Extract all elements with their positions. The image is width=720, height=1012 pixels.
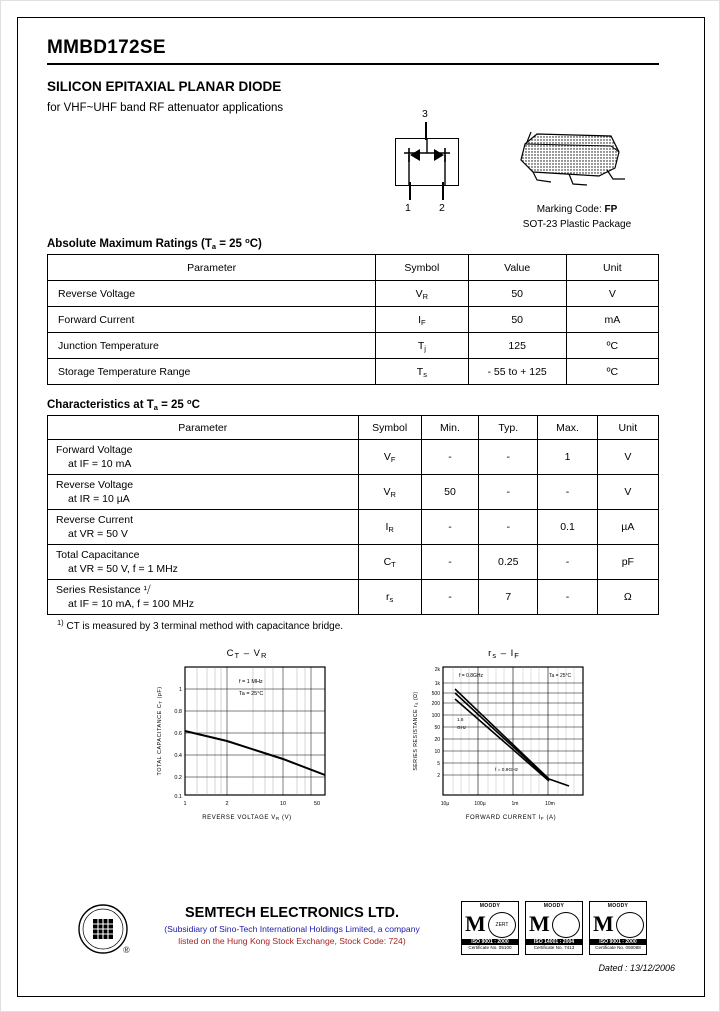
symbol-main: V xyxy=(415,287,423,300)
cert-number: Certificate No. 050088 xyxy=(595,945,641,950)
table-footnote xyxy=(47,618,675,632)
cell-unit: V xyxy=(597,475,658,510)
cell-parameter: Forward Current xyxy=(48,307,376,333)
svg-text:FORWARD CURRENT IF (A): FORWARD CURRENT IF (A) xyxy=(465,815,557,821)
cert-mark xyxy=(552,912,580,938)
symbol-lead-3 xyxy=(425,122,427,140)
param-line2: at VR = 50 V xyxy=(68,528,128,540)
part-number: MMBD172SE xyxy=(47,37,166,58)
cell-symbol xyxy=(358,475,421,510)
symbol-sub: R xyxy=(422,291,429,301)
table-header-row xyxy=(48,255,659,281)
certification-badge-3 xyxy=(589,901,647,955)
cell-value: - 55 to + 125 xyxy=(468,359,566,385)
col-symbol: Symbol xyxy=(376,255,468,281)
characteristics-table xyxy=(47,415,659,615)
param-line2: at VR = 50 V, f = 1 MHz xyxy=(68,563,178,575)
page-content xyxy=(47,37,675,838)
pin-label-3: 3 xyxy=(422,108,428,120)
cell-unit: ºC xyxy=(566,359,658,385)
table-row xyxy=(48,307,659,333)
cert-org: MOODY xyxy=(543,903,565,909)
col-value: Value xyxy=(468,255,566,281)
cell-symbol xyxy=(358,545,421,580)
header-rule xyxy=(47,63,659,65)
symbol-lead-2 xyxy=(442,182,444,200)
param-line1: Series Resistance ¹⧸ xyxy=(56,584,151,596)
symbol-sub: F xyxy=(390,455,396,464)
absolute-maximum-ratings-table xyxy=(47,254,659,385)
svg-text:10: 10 xyxy=(434,749,440,755)
footnote-text: CT is measured by 3 terminal method with capacitance bridge. xyxy=(66,621,344,632)
table-row xyxy=(48,281,659,307)
cell-parameter xyxy=(48,440,359,475)
cell-max: - xyxy=(538,545,597,580)
certification-badge-2 xyxy=(525,901,583,955)
graph-rs-if-plot xyxy=(399,659,609,829)
marking-code-line xyxy=(487,202,667,217)
graphs-area xyxy=(47,648,675,838)
svg-text:0.4: 0.4 xyxy=(174,753,182,759)
svg-text:100: 100 xyxy=(431,713,440,719)
param-line1: Reverse Voltage xyxy=(56,479,134,491)
cell-min: - xyxy=(421,580,478,615)
svg-text:Ta = 25°C: Ta = 25°C xyxy=(239,691,264,697)
table-row xyxy=(48,440,659,475)
cell-parameter xyxy=(48,580,359,615)
svg-text:TOTAL CAPACITANCE CT (pF): TOTAL CAPACITANCE CT (pF) xyxy=(157,686,163,776)
svg-text:2: 2 xyxy=(225,801,229,807)
svg-text:f = 1 MHz: f = 1 MHz xyxy=(239,679,263,685)
svg-text:5: 5 xyxy=(437,761,440,767)
svg-text:50: 50 xyxy=(313,801,321,807)
table-header-row xyxy=(48,416,659,440)
cell-parameter: Junction Temperature xyxy=(48,333,376,359)
package-illustration xyxy=(507,124,632,196)
pin-label-2: 2 xyxy=(439,202,445,214)
graph-rs-if xyxy=(399,648,609,834)
marking-code-value: FP xyxy=(604,204,618,215)
cell-symbol xyxy=(376,281,468,307)
symbol-sub: s xyxy=(389,595,394,604)
cell-typ: 0.25 xyxy=(479,545,538,580)
cert-standard: ISO 9001 : 2000 xyxy=(590,939,646,945)
svg-text:Ta = 25°C: Ta = 25°C xyxy=(549,673,572,679)
cell-parameter xyxy=(48,545,359,580)
param-line2: at IF = 10 mA xyxy=(68,458,132,470)
symbol-sub: T xyxy=(391,560,396,569)
svg-text:SERIES RESISTANCE rs (Ω): SERIES RESISTANCE rs (Ω) xyxy=(413,691,419,771)
page-subtitle: for VHF~UHF band RF attenuator applications xyxy=(47,102,284,114)
cell-value: 50 xyxy=(468,281,566,307)
symbol-sub: F xyxy=(421,317,426,327)
cert-mark xyxy=(616,912,644,938)
svg-text:®: ® xyxy=(123,945,130,955)
cell-max: - xyxy=(538,580,597,615)
package-caption xyxy=(487,202,667,232)
page-title: SILICON EPITAXIAL PLANAR DIODE xyxy=(47,79,282,94)
pin-label-1: 1 xyxy=(405,202,411,214)
col-parameter: Parameter xyxy=(48,416,359,440)
param-line1: Total Capacitance xyxy=(56,549,140,561)
cert-number: Certificate No. 05100 xyxy=(468,945,512,950)
dual-diode-symbol xyxy=(396,139,458,185)
param-line1: Forward Voltage xyxy=(56,444,133,456)
svg-text:0.8: 0.8 xyxy=(174,709,182,715)
table-row xyxy=(48,359,659,385)
cell-symbol xyxy=(358,440,421,475)
cell-min: - xyxy=(421,545,478,580)
symbol-main: I xyxy=(418,313,422,326)
certification-badge-1 xyxy=(461,901,519,955)
svg-text:2k: 2k xyxy=(434,667,440,673)
cell-symbol xyxy=(358,580,421,615)
svg-text:10μ: 10μ xyxy=(440,801,450,807)
abs-max-heading: Absolute Maximum Ratings ($T_a = 25$ $^o$C) xyxy=(47,236,262,251)
graph-ct-vr xyxy=(147,648,347,834)
svg-text:10m: 10m xyxy=(545,801,555,807)
symbol-main: T xyxy=(416,365,424,378)
cert-standard: ISO 14001 : 2004 xyxy=(526,939,582,945)
cert-mark: ZERT xyxy=(488,912,516,938)
svg-text:500: 500 xyxy=(431,691,440,697)
svg-text:REVERSE VOLTAGE VR (V): REVERSE VOLTAGE VR (V) xyxy=(202,815,292,821)
param-line2: at IF = 10 mA, f = 100 MHz xyxy=(68,598,195,610)
cert-logo-letter: M xyxy=(593,911,614,936)
cell-min: - xyxy=(421,510,478,545)
cert-body xyxy=(526,909,582,939)
cell-symbol xyxy=(376,333,468,359)
table-row xyxy=(48,333,659,359)
cell-typ: - xyxy=(479,440,538,475)
svg-text:1: 1 xyxy=(183,801,187,807)
cert-body xyxy=(590,909,646,939)
footnote-marker: 1) xyxy=(57,618,64,627)
col-unit: Unit xyxy=(597,416,658,440)
page-footer xyxy=(47,901,675,971)
cell-unit: ºC xyxy=(566,333,658,359)
cell-max: 0.1 xyxy=(538,510,597,545)
svg-text:50: 50 xyxy=(434,725,440,731)
cell-symbol xyxy=(376,359,468,385)
svg-text:10: 10 xyxy=(279,801,287,807)
symbol-main: I xyxy=(385,521,389,533)
col-unit: Unit xyxy=(566,255,658,281)
symbol-main: C xyxy=(383,556,392,568)
col-symbol: Symbol xyxy=(358,416,421,440)
cell-max: 1 xyxy=(538,440,597,475)
param-line2: at IR = 10 µA xyxy=(68,493,130,505)
cell-min: 50 xyxy=(421,475,478,510)
cell-typ: - xyxy=(479,510,538,545)
svg-text:f = 0.9GHz: f = 0.9GHz xyxy=(495,768,519,773)
cell-min: - xyxy=(421,440,478,475)
graph-title: $r_s - I_F$ xyxy=(488,648,520,660)
svg-text:1k: 1k xyxy=(434,681,440,687)
svg-text:1.8: 1.8 xyxy=(457,717,464,722)
cell-unit: µA xyxy=(597,510,658,545)
svg-text:100μ: 100μ xyxy=(474,801,486,807)
svg-text:0.2: 0.2 xyxy=(174,775,182,781)
graph-ct-vr-plot xyxy=(147,659,347,829)
cell-max: - xyxy=(538,475,597,510)
cell-parameter xyxy=(48,510,359,545)
symbol-main: V xyxy=(383,486,391,498)
symbol-sub: R xyxy=(388,525,394,534)
col-typ: Typ. xyxy=(479,416,538,440)
svg-text:1m: 1m xyxy=(511,801,519,807)
cell-typ: - xyxy=(479,475,538,510)
cell-value: 125 xyxy=(468,333,566,359)
cell-typ: 7 xyxy=(479,580,538,615)
cert-body xyxy=(462,909,518,939)
cert-number: Certificate No. 7413 xyxy=(533,945,575,950)
svg-text:1: 1 xyxy=(178,687,182,693)
cert-logo-letter: M xyxy=(529,911,550,936)
cert-logo-letter: M xyxy=(465,911,486,936)
symbol-main: T xyxy=(417,339,425,352)
cell-unit: mA xyxy=(566,307,658,333)
cell-parameter: Reverse Voltage xyxy=(48,281,376,307)
col-min: Min. xyxy=(421,416,478,440)
symbol-sub: R xyxy=(390,490,396,499)
svg-text:200: 200 xyxy=(431,701,440,707)
svg-text:20: 20 xyxy=(434,737,440,743)
document-date: Dated : 13/12/2006 xyxy=(598,963,675,973)
table-row xyxy=(48,580,659,615)
characteristics-heading: Characteristics at $T_a = 25$ $^o$C xyxy=(47,397,200,412)
semtech-logo xyxy=(77,903,131,957)
param-line1: Reverse Current xyxy=(56,514,134,526)
company-subline-2: listed on the Hung Kong Stock Exchange, Stock Code: 724) xyxy=(178,936,406,946)
table-row xyxy=(48,475,659,510)
svg-text:f = 0.8GHz: f = 0.8GHz xyxy=(459,673,484,679)
graph-title: $C_T - V_R$ xyxy=(226,648,268,660)
table-row xyxy=(48,545,659,580)
marking-code-label: Marking Code: xyxy=(536,204,602,215)
company-subline-1: (Subsidiary of Sino-Tech International Holdings Limited, a company xyxy=(164,924,420,934)
cell-unit: V xyxy=(566,281,658,307)
svg-text:0.6: 0.6 xyxy=(174,731,182,737)
cert-standard: ISO 9001 : 2000 xyxy=(462,939,518,945)
symbol-main: r xyxy=(386,591,390,603)
cell-symbol xyxy=(358,510,421,545)
cell-parameter: Storage Temperature Range xyxy=(48,359,376,385)
svg-text:2: 2 xyxy=(437,773,440,779)
cell-symbol xyxy=(376,307,468,333)
cert-org: MOODY xyxy=(479,903,501,909)
svg-text:GHz: GHz xyxy=(457,725,467,730)
cert-org: MOODY xyxy=(607,903,629,909)
package-type: SOT-23 Plastic Package xyxy=(522,219,632,230)
cell-unit: pF xyxy=(597,545,658,580)
symbol-sub: s xyxy=(423,369,427,379)
symbol-sub: j xyxy=(424,343,426,353)
cell-unit: Ω xyxy=(597,580,658,615)
symbol-main: V xyxy=(383,451,391,463)
company-name: SEMTECH ELECTRONICS LTD. xyxy=(184,905,399,921)
table-row xyxy=(48,510,659,545)
col-max: Max. xyxy=(538,416,597,440)
symbol-lead-1 xyxy=(409,182,411,200)
col-parameter: Parameter xyxy=(48,255,376,281)
svg-text:0.1: 0.1 xyxy=(174,794,182,800)
cell-unit: V xyxy=(597,440,658,475)
company-block xyxy=(147,905,437,946)
cell-parameter xyxy=(48,475,359,510)
cell-value: 50 xyxy=(468,307,566,333)
diode-symbol-box xyxy=(395,138,459,186)
